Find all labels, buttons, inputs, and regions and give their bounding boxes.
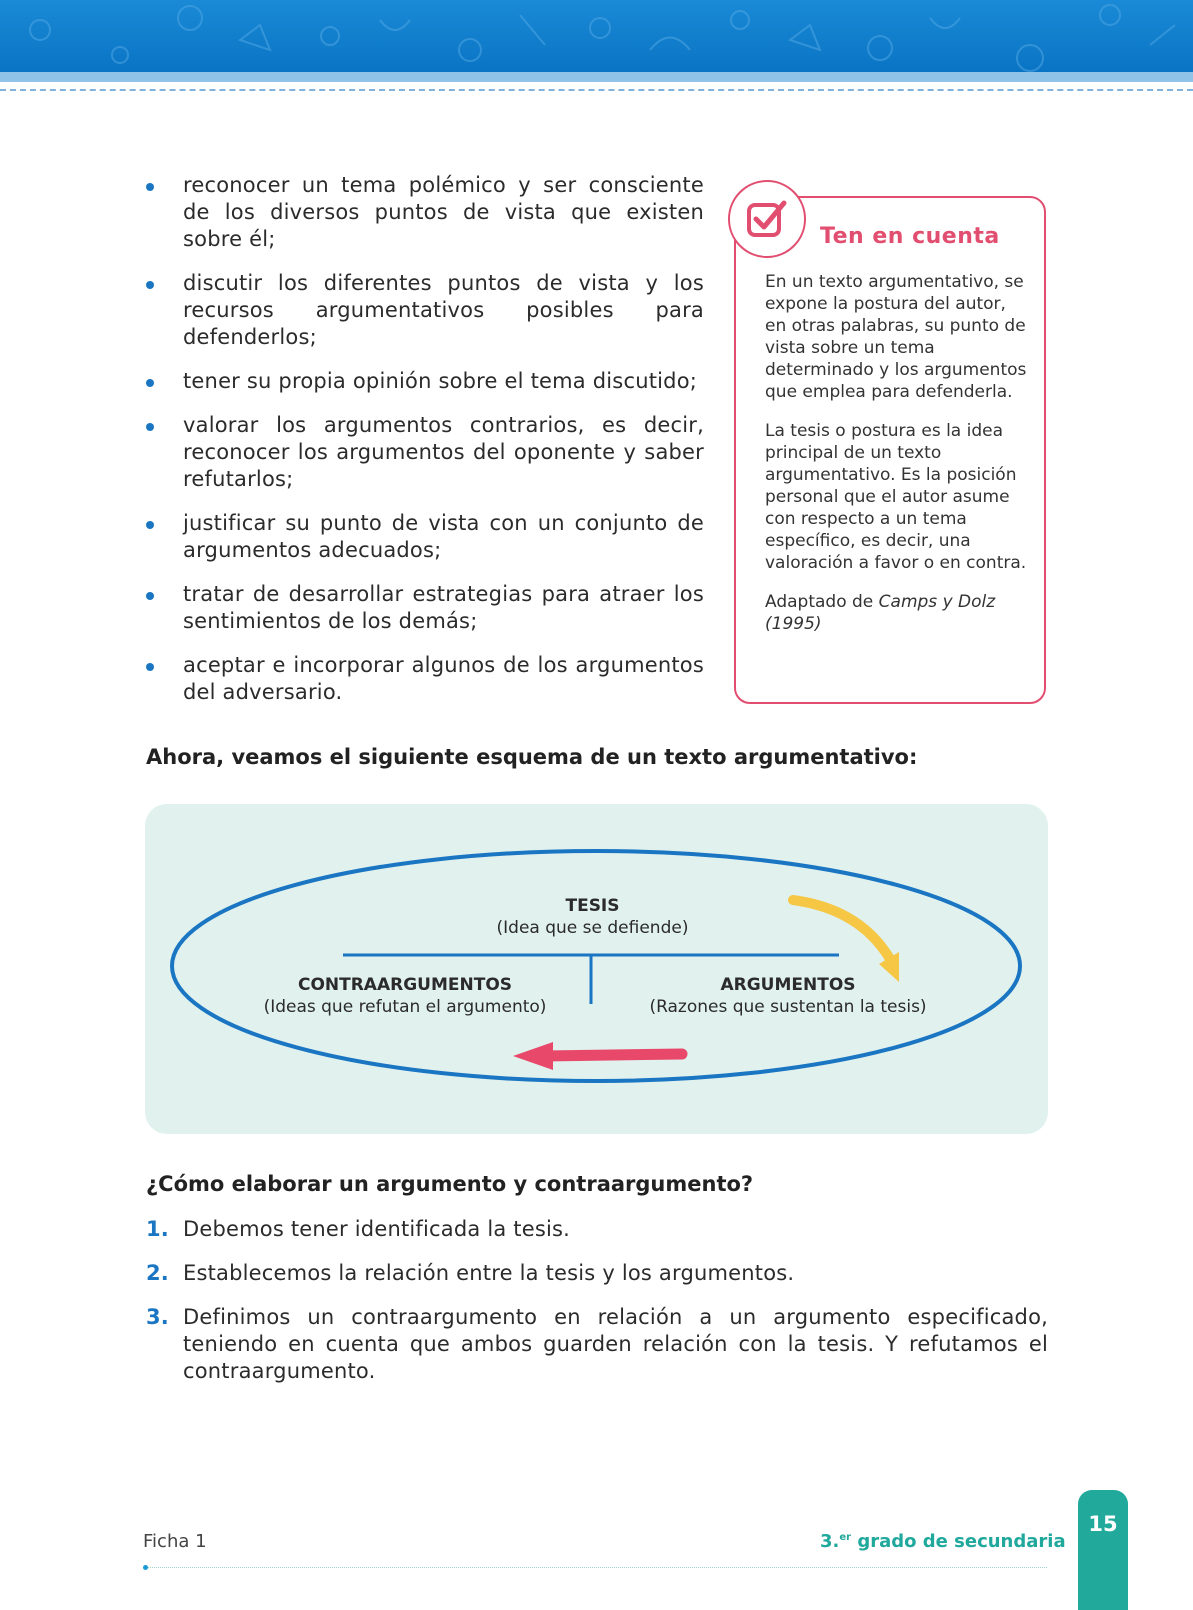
bullet-icon — [146, 663, 154, 671]
page-tab — [1078, 1490, 1128, 1610]
bullet-icon — [146, 281, 154, 289]
note-body — [765, 271, 1030, 652]
note-source: Adaptado de Camps y Dolz (1995) — [765, 592, 996, 634]
doodle-pattern — [0, 0, 1193, 72]
page-number: 15 — [1088, 1512, 1118, 1536]
header-banner — [0, 0, 1193, 72]
scheme-diagram — [145, 804, 1048, 1134]
dashed-divider — [0, 89, 1193, 91]
list-item: tener su propia opinión sobre el tema discutido; — [140, 368, 704, 395]
thesis-label: TESIS (Idea que se defiende) — [496, 896, 689, 938]
list-item: justificar su punto de vista con un conjunto de argumentos adecuados; — [140, 510, 704, 564]
list-item: valorar los argumentos contrarios, es decir, reconocer los argumentos del oponente y saber refutarlos; — [140, 412, 704, 493]
scheme-intro: Ahora, veamos el siguiente esquema de un texto argumentativo: — [146, 745, 918, 769]
checkbox-check-icon — [745, 197, 789, 241]
steps-list — [146, 1216, 1048, 1402]
note-paragraph: En un texto argumentativo, se expone la postura del autor, en otras palabras, su punto de vista sobre un tema determinado y los argumentos que emplea para defenderla. — [765, 272, 1027, 402]
footer-dot — [143, 1565, 148, 1570]
arguments-label: ARGUMENTOS (Razones que sustentan la tesis) — [649, 975, 927, 1017]
footer-grade-label: 3.$^{er}$ grado de secundaria — [820, 1531, 1066, 1552]
bullet-icon — [146, 521, 154, 529]
bullet-icon — [146, 183, 154, 191]
list-item: aceptar e incorporar algunos de los argumentos del adversario. — [140, 652, 704, 706]
list-item: 1. Debemos tener identificada la tesis. — [146, 1217, 571, 1241]
list-item: discutir los diferentes puntos de vista y los recursos argumentativos posibles para defenderlos; — [140, 270, 704, 351]
note-title: Ten en cuenta — [820, 224, 1000, 249]
how-to-title: ¿Cómo elaborar un argumento y contraargumento? — [146, 1172, 754, 1196]
footer-rule — [147, 1567, 1047, 1568]
footer-worksheet-label: Ficha 1 — [143, 1531, 207, 1552]
note-badge — [728, 180, 806, 258]
pink-arrowhead-icon — [513, 1042, 553, 1070]
note-paragraph: La tesis o postura es la idea principal de un texto argumentativo. Es la posición personal que el autor asume con respecto a un tema específico, es decir, una valoración a favor o en contra. — [765, 421, 1027, 573]
bullet-icon — [146, 379, 154, 387]
pink-arrow-icon — [545, 1054, 682, 1056]
skills-bullet-list — [140, 172, 704, 723]
list-item: reconocer un tema polémico y ser consciente de los diversos puntos de vista que existen sobre él; — [140, 172, 704, 253]
list-item: tratar de desarrollar estrategias para atraer los sentimientos de los demás; — [140, 581, 704, 635]
list-item: 2. Establecemos la relación entre la tesis y los argumentos. — [146, 1261, 795, 1285]
yellow-arrow-icon — [793, 900, 890, 959]
bullet-icon — [146, 592, 154, 600]
list-item: 3. Definimos un contraargumento en relación a un argumento especificado, teniendo en cuenta que ambos guarden relación con la tesis. Y refutamos el contraargumento. — [146, 1305, 1048, 1383]
bullet-icon — [146, 423, 154, 431]
banner-underline — [0, 72, 1193, 82]
counterarguments-label: CONTRAARGUMENTOS (Ideas que refutan el argumento) — [263, 975, 547, 1017]
